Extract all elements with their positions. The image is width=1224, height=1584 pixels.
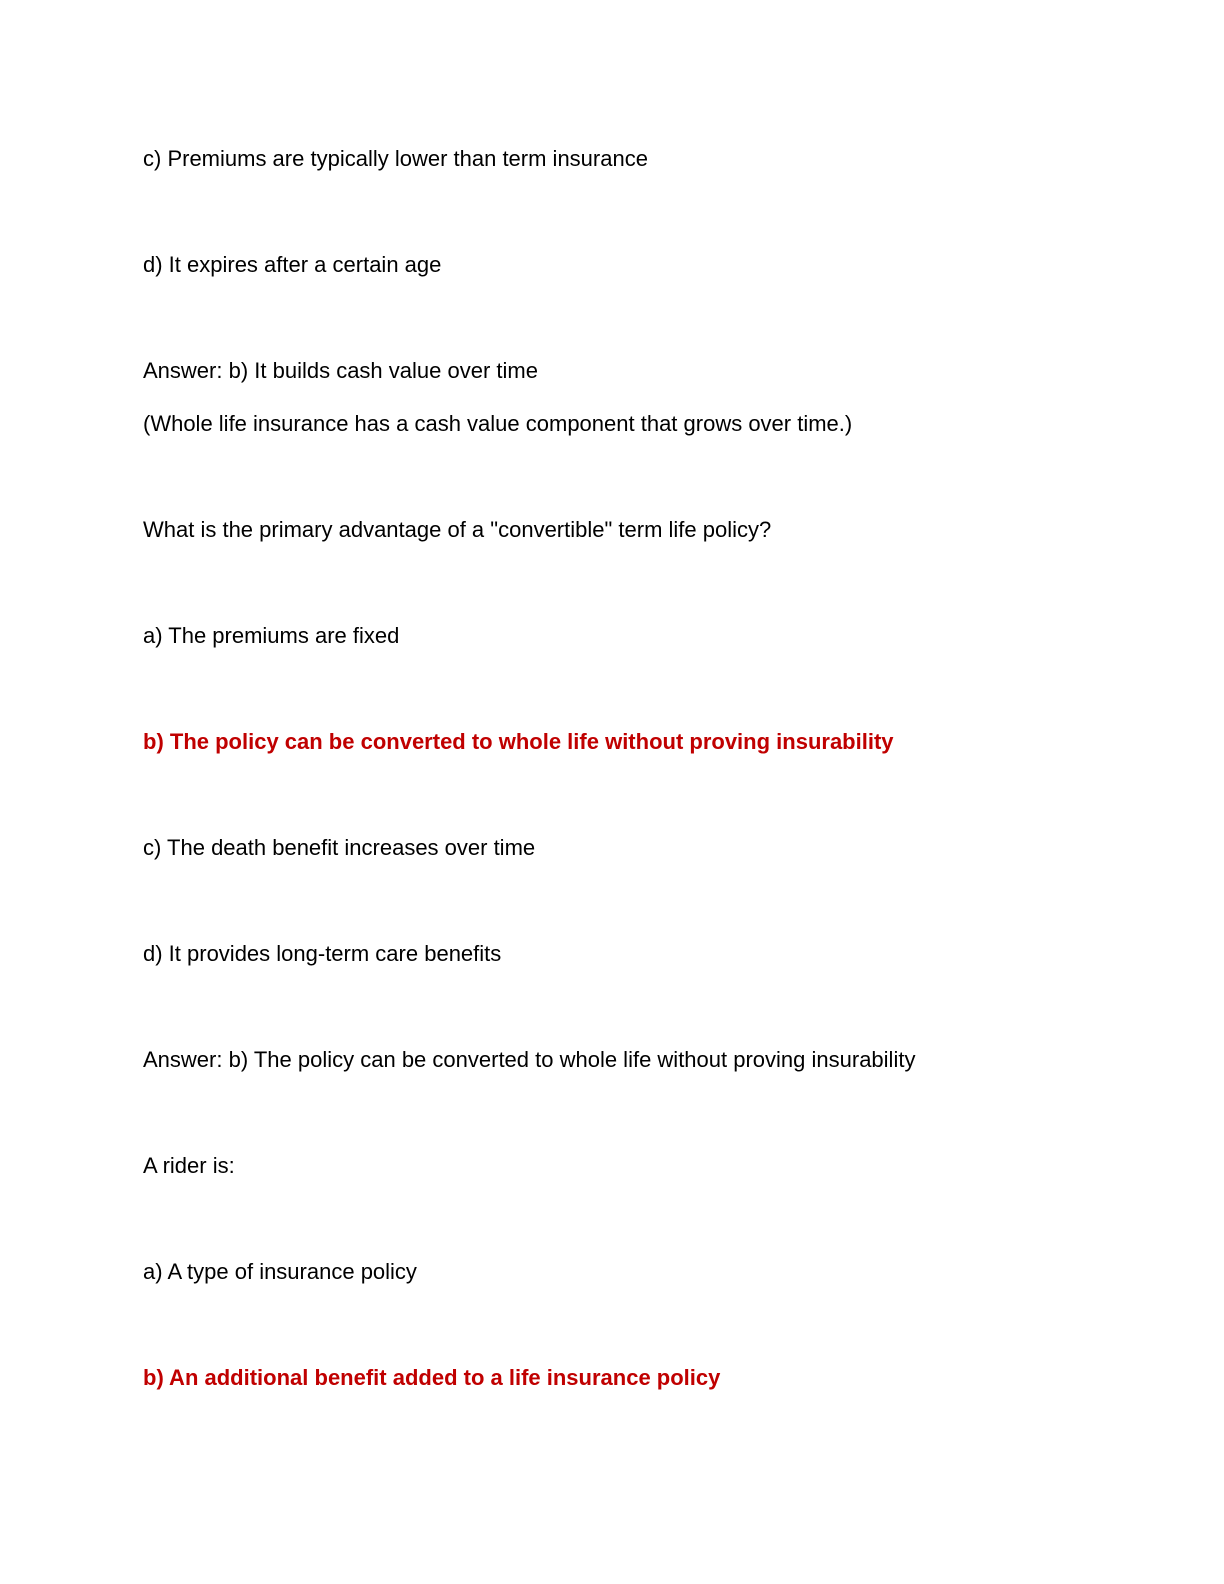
option-a-convertible: a) The premiums are fixed	[143, 623, 400, 648]
option-b-convertible-highlighted: b) The policy can be converted to whole life without proving insurability	[143, 729, 894, 754]
answer-convertible: Answer: b) The policy can be converted to whole life without proving insurability	[143, 1047, 916, 1072]
question-convertible-term: What is the primary advantage of a "convertible" term life policy?	[143, 517, 772, 542]
explanation-whole-life: (Whole life insurance has a cash value component that grows over time.)	[143, 411, 853, 436]
question-rider: A rider is:	[143, 1153, 235, 1178]
option-c-whole-life: c) Premiums are typically lower than term insurance	[143, 146, 648, 171]
option-b-rider-highlighted: b) An additional benefit added to a life insurance policy	[143, 1365, 721, 1390]
option-d-convertible: d) It provides long-term care benefits	[143, 941, 502, 966]
option-a-rider: a) A type of insurance policy	[143, 1259, 417, 1284]
option-c-convertible: c) The death benefit increases over time	[143, 835, 536, 860]
option-d-whole-life: d) It expires after a certain age	[143, 252, 442, 277]
answer-whole-life: Answer: b) It builds cash value over time	[143, 358, 538, 383]
